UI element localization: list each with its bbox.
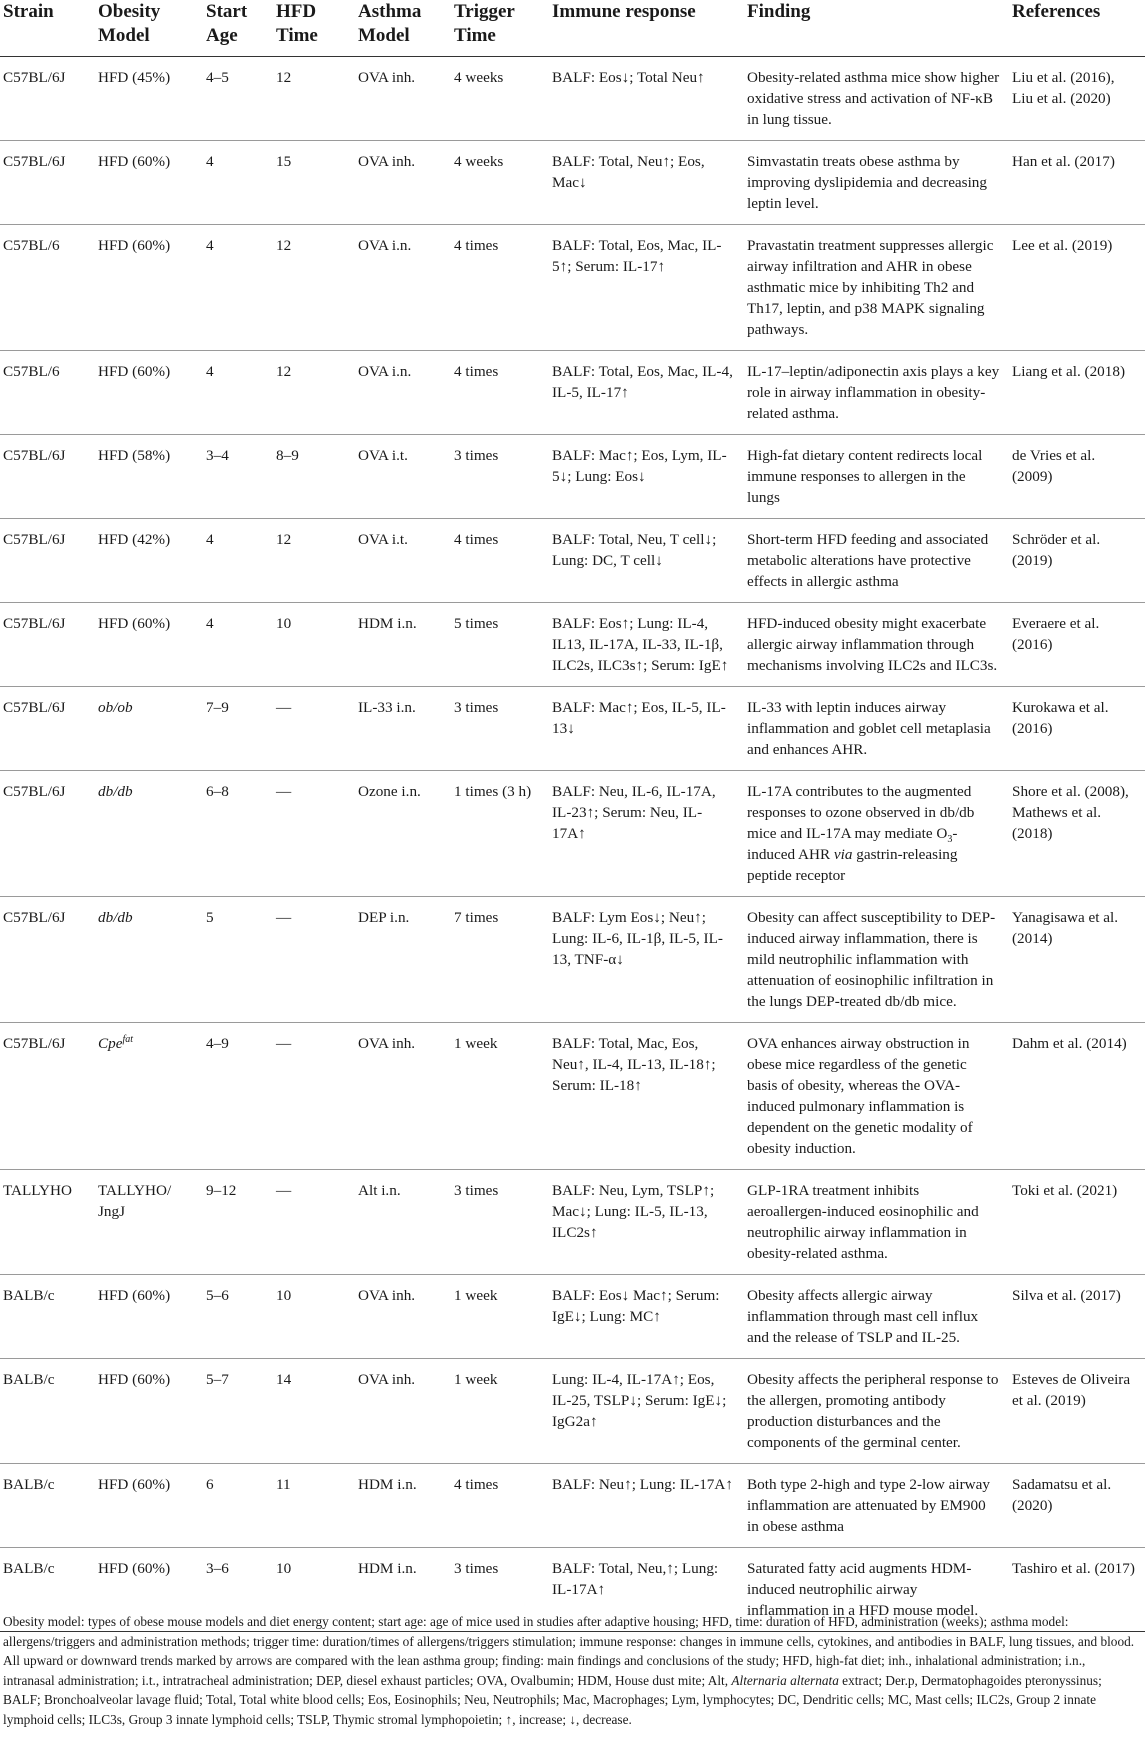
table-footnote [3, 1612, 1139, 1729]
model-superscript: fat [122, 1033, 134, 1045]
cell-references: Lee et al. (2019) [1006, 225, 1145, 351]
cell-obesity-model: HFD (58%) [92, 435, 200, 519]
cell-asthma-model: OVA inh. [352, 141, 448, 225]
cell-hfd-time: 11 [270, 1464, 352, 1548]
cell-strain: C57BL/6J [0, 57, 92, 141]
table-row [0, 1023, 1145, 1170]
cell-asthma-model: HDM i.n. [352, 1464, 448, 1548]
cell-finding: Saturated fatty acid augments HDM-induced neutrophilic airway inflammation in a HFD mouse model. [741, 1548, 1006, 1632]
cell-start-age: 7–9 [200, 687, 270, 771]
cell-start-age: 4 [200, 351, 270, 435]
cell-immune-response: BALF: Eos↓ Mac↑; Serum: IgE↓; Lung: MC↑ [546, 1275, 741, 1359]
table-row [0, 519, 1145, 603]
cell-strain: C57BL/6J [0, 603, 92, 687]
cell-references: Esteves de Oliveira et al. (2019) [1006, 1359, 1145, 1464]
header-row [0, 0, 1145, 57]
cell-trigger-time: 3 times [448, 435, 546, 519]
table-row [0, 771, 1145, 897]
table-row [0, 1464, 1145, 1548]
cell-trigger-time: 4 times [448, 519, 546, 603]
cell-hfd-time: — [270, 897, 352, 1023]
cell-strain: BALB/c [0, 1464, 92, 1548]
cell-finding: IL-17–leptin/adiponectin axis plays a key role in airway inflammation in obesity-related asthma. [741, 351, 1006, 435]
cell-start-age: 4–9 [200, 1023, 270, 1170]
cell-immune-response: BALF: Total, Neu↑; Eos, Mac↓ [546, 141, 741, 225]
cell-strain: C57BL/6J [0, 771, 92, 897]
cell-hfd-time: — [270, 1023, 352, 1170]
cell-obesity-model: HFD (45%) [92, 57, 200, 141]
cell-trigger-time: 1 week [448, 1359, 546, 1464]
table-row [0, 435, 1145, 519]
cell-obesity-model: db/db [92, 771, 200, 897]
header-references: References [1006, 0, 1145, 57]
cell-start-age: 4 [200, 603, 270, 687]
cell-references: Yanagisawa et al. (2014) [1006, 897, 1145, 1023]
cell-asthma-model: HDM i.n. [352, 603, 448, 687]
cell-start-age: 4 [200, 141, 270, 225]
cell-finding: GLP-1RA treatment inhibits aeroallergen-induced eosinophilic and neutrophilic airway inflammation in obesity-related asthma. [741, 1170, 1006, 1275]
cell-start-age: 5–6 [200, 1275, 270, 1359]
cell-asthma-model: OVA inh. [352, 57, 448, 141]
cell-references: Schröder et al. (2019) [1006, 519, 1145, 603]
cell-immune-response: Lung: IL-4, IL-17A↑; Eos, IL-25, TSLP↓; Serum: IgE↓; IgG2a↑ [546, 1359, 741, 1464]
finding-subscript: 3 [947, 834, 953, 846]
cell-trigger-time: 3 times [448, 687, 546, 771]
cell-strain: C57BL/6J [0, 519, 92, 603]
cell-asthma-model: Alt i.n. [352, 1170, 448, 1275]
cell-obesity-model: HFD (60%) [92, 1464, 200, 1548]
header-strain: Strain [0, 0, 92, 57]
cell-immune-response: BALF: Mac↑; Eos, Lym, IL-5↓; Lung: Eos↓ [546, 435, 741, 519]
cell-references: Han et al. (2017) [1006, 141, 1145, 225]
cell-asthma-model: HDM i.n. [352, 1548, 448, 1632]
cell-hfd-time: — [270, 687, 352, 771]
table-row [0, 141, 1145, 225]
cell-trigger-time: 1 week [448, 1023, 546, 1170]
table-row [0, 57, 1145, 141]
cell-trigger-time: 1 times (3 h) [448, 771, 546, 897]
cell-start-age: 3–6 [200, 1548, 270, 1632]
finding-text: -induced AHR [747, 825, 958, 863]
cell-start-age: 5 [200, 897, 270, 1023]
cell-hfd-time: 15 [270, 141, 352, 225]
cell-immune-response: BALF: Total, Eos, Mac, IL-5↑; Serum: IL-17↑ [546, 225, 741, 351]
cell-trigger-time: 1 week [448, 1275, 546, 1359]
cell-immune-response: BALF: Total, Neu, T cell↓; Lung: DC, T cell↓ [546, 519, 741, 603]
cell-hfd-time: 12 [270, 351, 352, 435]
cell-immune-response: BALF: Total, Neu,↑; Lung: IL-17A↑ [546, 1548, 741, 1632]
cell-start-age: 4 [200, 225, 270, 351]
header-hfd-time: HFD Time [270, 0, 352, 57]
table-header [0, 0, 1145, 57]
cell-asthma-model: OVA inh. [352, 1359, 448, 1464]
cell-obesity-model: HFD (60%) [92, 1359, 200, 1464]
cell-hfd-time: 14 [270, 1359, 352, 1464]
cell-obesity-model: HFD (60%) [92, 603, 200, 687]
finding-text: IL-17A contributes to the augmented responses to ozone observed in db/db mice and IL-17A may mediate O [747, 783, 975, 842]
cell-start-age: 4 [200, 519, 270, 603]
cell-references: Sadamatsu et al. (2020) [1006, 1464, 1145, 1548]
table-body [0, 57, 1145, 1632]
cell-strain: C57BL/6J [0, 1023, 92, 1170]
cell-strain: BALB/c [0, 1275, 92, 1359]
cell-immune-response: BALF: Eos↑; Lung: IL-4, IL13, IL-17A, IL-33, IL-1β, ILC2s, ILC3s↑; Serum: IgE↑ [546, 603, 741, 687]
cell-finding: Short-term HFD feeding and associated metabolic alterations have protective effects in allergic asthma [741, 519, 1006, 603]
cell-finding: Obesity affects allergic airway inflammation through mast cell influx and the release of TSLP and IL-25. [741, 1275, 1006, 1359]
cell-strain: C57BL/6J [0, 141, 92, 225]
cell-asthma-model: IL-33 i.n. [352, 687, 448, 771]
cell-obesity-model: HFD (42%) [92, 519, 200, 603]
model-text: Cpe [98, 1035, 123, 1052]
cell-references: Silva et al. (2017) [1006, 1275, 1145, 1359]
cell-finding: Obesity-related asthma mice show higher oxidative stress and activation of NF-κB in lung tissue. [741, 57, 1006, 141]
table-row [0, 1170, 1145, 1275]
cell-immune-response: BALF: Lym Eos↓; Neu↑; Lung: IL-6, IL-1β, IL-5, IL-13, TNF-α↓ [546, 897, 741, 1023]
cell-strain: BALB/c [0, 1548, 92, 1632]
cell-references: Toki et al. (2021) [1006, 1170, 1145, 1275]
cell-asthma-model: OVA i.n. [352, 351, 448, 435]
cell-start-age: 9–12 [200, 1170, 270, 1275]
cell-start-age: 3–4 [200, 435, 270, 519]
cell-hfd-time: 12 [270, 225, 352, 351]
cell-trigger-time: 3 times [448, 1548, 546, 1632]
cell-finding: High-fat dietary content redirects local immune responses to allergen in the lungs [741, 435, 1006, 519]
finding-text: gastrin-releasing peptide receptor [747, 846, 958, 884]
cell-references: Tashiro et al. (2017) [1006, 1548, 1145, 1632]
cell-finding: IL-33 with leptin induces airway inflammation and goblet cell metaplasia and enhances AHR. [741, 687, 1006, 771]
footnote-italic: Alternaria alternata [731, 1672, 839, 1688]
cell-obesity-model: ob/ob [92, 687, 200, 771]
cell-asthma-model: OVA inh. [352, 1023, 448, 1170]
cell-trigger-time: 4 weeks [448, 141, 546, 225]
header-obesity-model: Obesity Model [92, 0, 200, 57]
finding-italic: via [833, 846, 853, 863]
cell-obesity-model: HFD (60%) [92, 351, 200, 435]
header-start-age: Start Age [200, 0, 270, 57]
cell-obesity-model: TALLYHO/ JngJ [92, 1170, 200, 1275]
cell-strain: C57BL/6J [0, 897, 92, 1023]
cell-hfd-time: 12 [270, 519, 352, 603]
cell-asthma-model: OVA i.t. [352, 519, 448, 603]
cell-obesity-model [92, 1023, 200, 1170]
cell-start-age: 6 [200, 1464, 270, 1548]
table-row [0, 687, 1145, 771]
cell-immune-response: BALF: Total, Mac, Eos, Neu↑, IL-4, IL-13, IL-18↑; Serum: IL-18↑ [546, 1023, 741, 1170]
cell-strain: C57BL/6 [0, 225, 92, 351]
cell-obesity-model: HFD (60%) [92, 1548, 200, 1632]
cell-obesity-model: HFD (60%) [92, 225, 200, 351]
cell-trigger-time: 7 times [448, 897, 546, 1023]
cell-hfd-time: 12 [270, 57, 352, 141]
cell-start-age: 6–8 [200, 771, 270, 897]
cell-immune-response: BALF: Total, Eos, Mac, IL-4, IL-5, IL-17↑ [546, 351, 741, 435]
cell-references: de Vries et al. (2009) [1006, 435, 1145, 519]
cell-asthma-model: DEP i.n. [352, 897, 448, 1023]
table-row [0, 897, 1145, 1023]
cell-immune-response: BALF: Mac↑; Eos, IL-5, IL-13↓ [546, 687, 741, 771]
footnote-text: extract; Der.p, Dermatophagoides pteronyssinus; BALF; Bronchoalveolar lavage fluid; Total, Total white blood cells; Eos, Eosinophils; Neu, Neutrophils; Mac, Macrophages; Lym, lymphocytes; DC, Dendritic cells; MC, Mast cells; ILC2s, Group 2 innate lymphoid cells; ILC3s, Group 3 innate lymphoid cells; TSLP, Thymic stromal lymphopoietin; ↑, increase; ↓, decrease. [3, 1672, 1102, 1727]
cell-asthma-model: OVA i.n. [352, 225, 448, 351]
table-row [0, 225, 1145, 351]
cell-hfd-time: 10 [270, 603, 352, 687]
cell-trigger-time: 5 times [448, 603, 546, 687]
cell-asthma-model: OVA i.t. [352, 435, 448, 519]
cell-trigger-time: 4 times [448, 1464, 546, 1548]
table-row [0, 1275, 1145, 1359]
cell-immune-response: BALF: Neu, IL-6, IL-17A, IL-23↑; Serum: Neu, IL-17A↑ [546, 771, 741, 897]
cell-strain: TALLYHO [0, 1170, 92, 1275]
cell-finding: Obesity affects the peripheral response to the allergen, promoting antibody production disturbances and the components of the germinal center. [741, 1359, 1006, 1464]
cell-trigger-time: 4 times [448, 351, 546, 435]
cell-immune-response: BALF: Eos↓; Total Neu↑ [546, 57, 741, 141]
cell-references: Liu et al. (2016), Liu et al. (2020) [1006, 57, 1145, 141]
header-immune-response: Immune response [546, 0, 741, 57]
header-asthma-model: Asthma Model [352, 0, 448, 57]
cell-hfd-time: 8–9 [270, 435, 352, 519]
cell-finding: Obesity can affect susceptibility to DEP-induced airway inflammation, there is mild neutrophilic inflammation with attenuation of eosinophilic infiltration in the lungs DEP-treated db/db mice. [741, 897, 1006, 1023]
cell-references: Dahm et al. (2014) [1006, 1023, 1145, 1170]
footnote-text: Obesity model: types of obese mouse models and diet energy content; start age: age of mice used in studies after adaptive housing; HFD, time: duration of HFD, administration (weeks); asthma model: allergens/triggers and administration methods; trigger time: duration/times of allergens/triggers stimulation; immune response: changes in immune cells, cytokines, and antibodies in BALF, lung tissues, and blood. All upward or downward trends marked by arrows are compared with the lean asthma group; finding: main findings and conclusions of the study; HFD, high-fat diet; inh., inhalational administration; i.n., intranasal administration; i.t., intratracheal administration; DEP, diesel exhaust particles; OVA, Ovalbumin; HDM, House dust mite; Alt, [3, 1614, 1135, 1688]
cell-immune-response: BALF: Neu↑; Lung: IL-17A↑ [546, 1464, 741, 1548]
cell-immune-response: BALF: Neu, Lym, TSLP↑; Mac↓; Lung: IL-5, IL-13, ILC2s↑ [546, 1170, 741, 1275]
cell-trigger-time: 4 times [448, 225, 546, 351]
cell-hfd-time: 10 [270, 1548, 352, 1632]
cell-start-age: 4–5 [200, 57, 270, 141]
cell-hfd-time: — [270, 1170, 352, 1275]
cell-asthma-model: Ozone i.n. [352, 771, 448, 897]
cell-strain: C57BL/6 [0, 351, 92, 435]
cell-strain: C57BL/6J [0, 435, 92, 519]
cell-finding: OVA enhances airway obstruction in obese mice regardless of the genetic basis of obesity, whereas the OVA-induced pulmonary inflammation is dependent on the genetic modality of obesity induction. [741, 1023, 1006, 1170]
cell-obesity-model: HFD (60%) [92, 141, 200, 225]
cell-finding: Simvastatin treats obese asthma by improving dyslipidemia and decreasing leptin level. [741, 141, 1006, 225]
cell-references: Liang et al. (2018) [1006, 351, 1145, 435]
cell-references: Kurokawa et al. (2016) [1006, 687, 1145, 771]
cell-hfd-time: 10 [270, 1275, 352, 1359]
cell-finding [741, 771, 1006, 897]
cell-finding: HFD-induced obesity might exacerbate allergic airway inflammation through mechanisms involving ILC2s and ILC3s. [741, 603, 1006, 687]
cell-finding: Both type 2-high and type 2-low airway inflammation are attenuated by EM900 in obese asthma [741, 1464, 1006, 1548]
table-row [0, 351, 1145, 435]
cell-asthma-model: OVA inh. [352, 1275, 448, 1359]
cell-obesity-model: db/db [92, 897, 200, 1023]
cell-strain: C57BL/6J [0, 687, 92, 771]
cell-hfd-time: — [270, 771, 352, 897]
cell-trigger-time: 4 weeks [448, 57, 546, 141]
table-row [0, 603, 1145, 687]
cell-start-age: 5–7 [200, 1359, 270, 1464]
cell-references: Shore et al. (2008), Mathews et al. (2018) [1006, 771, 1145, 897]
cell-strain: BALB/c [0, 1359, 92, 1464]
cell-finding: Pravastatin treatment suppresses allergic airway infiltration and AHR in obese asthmatic mice by inhibiting Th2 and Th17, leptin, and p38 MAPK signaling pathways. [741, 225, 1006, 351]
cell-obesity-model: HFD (60%) [92, 1275, 200, 1359]
cell-trigger-time: 3 times [448, 1170, 546, 1275]
header-trigger-time: Trigger Time [448, 0, 546, 57]
table-row [0, 1359, 1145, 1464]
cell-references: Everaere et al. (2016) [1006, 603, 1145, 687]
header-finding: Finding [741, 0, 1006, 57]
